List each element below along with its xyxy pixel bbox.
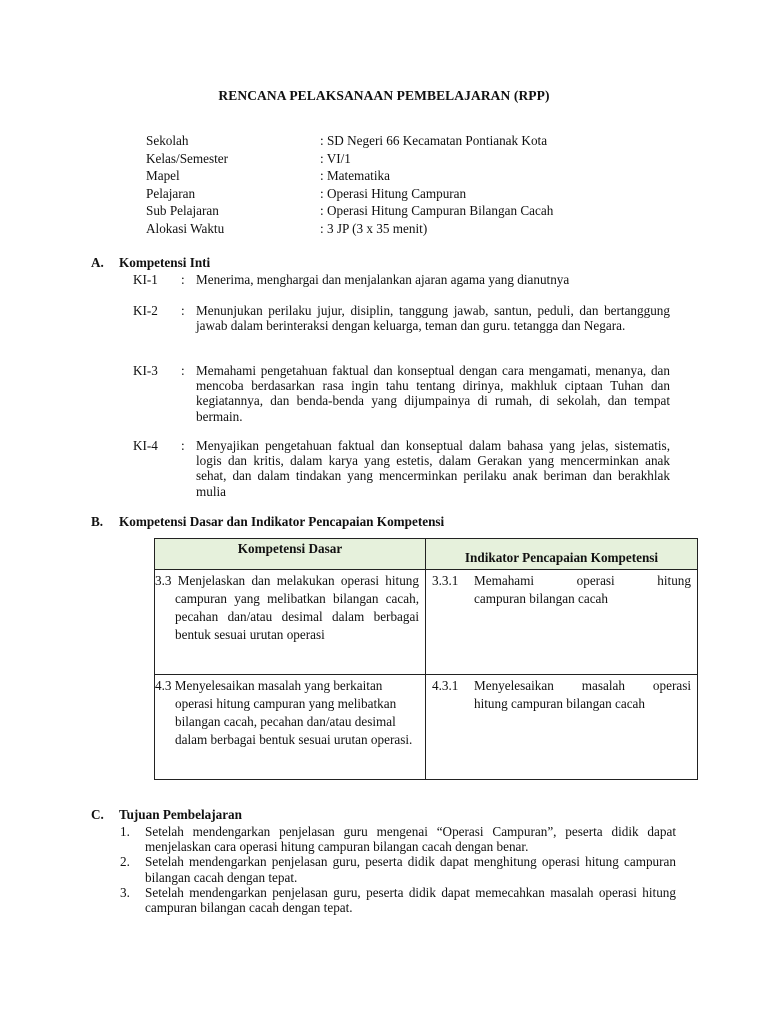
goal-number: 1.	[120, 824, 130, 839]
table-row	[155, 570, 698, 675]
identity-row-lesson	[146, 185, 553, 203]
indicator	[426, 675, 697, 721]
table-header-row	[155, 539, 698, 570]
identity-label: Kelas/Semester	[146, 150, 229, 166]
identity-row-school	[146, 132, 553, 150]
ki-text: Memahami pengetahuan faktual dan konseptual dengan cara mengamati, menanya, dan mencoba berdasarkan rasa ingin tahu tentang dirinya, makhluk ciptaan Tuhan dan kegiatannya, dan benda-benda yang dijumpainya di rumah, di sekolah, dan tempat bermain.	[196, 363, 670, 424]
identity-label: Sekolah	[146, 133, 189, 148]
identity-value: : Operasi Hitung Campuran Bilangan Cacah	[320, 203, 554, 218]
identity-block	[146, 132, 553, 237]
indicator-text	[474, 677, 691, 713]
document-title: RENCANA PELAKSANAAN PEMBELAJARAN (RPP)	[218, 88, 550, 103]
identity-value: : Operasi Hitung Campuran	[320, 185, 467, 201]
table-header-indicator: Indikator Pencapaian Kompetensi	[426, 539, 698, 570]
ki-item	[133, 303, 670, 333]
ki-colon: :	[181, 363, 185, 378]
identity-row-class	[146, 150, 553, 168]
list-item	[120, 824, 676, 854]
identity-label: Sub Pelajaran	[146, 203, 219, 218]
ki-item	[133, 272, 670, 287]
section-letter: C.	[91, 807, 104, 822]
identity-row-subject	[146, 167, 553, 185]
identity-label: Alokasi Waktu	[146, 220, 225, 236]
ki-text: Menyajikan pengetahuan faktual dan konseptual dalam bahasa yang jelas, sistematis, logis dan kritis, dalam karya yang estetis, dalam Gerakan yang mencerminkan anak sehat, dan dalam tindakan yang mencerminkan perilaku anak beriman dan berakhlak mulia	[196, 438, 670, 499]
identity-row-time	[146, 220, 553, 238]
indicator	[426, 570, 697, 616]
ki-colon: :	[181, 303, 185, 318]
identity-value: : VI/1	[320, 150, 351, 166]
identity-label: Mapel	[146, 168, 180, 183]
goal-text: Setelah mendengarkan penjelasan guru, peserta didik dapat memecahkan masalah operasi hitung campuran bilangan cacah dengan tepat.	[145, 884, 676, 916]
goals-list	[120, 824, 676, 915]
section-b-heading	[91, 514, 444, 530]
identity-label: Pelajaran	[146, 185, 196, 201]
ki-code: KI-2	[133, 303, 158, 318]
identity-row-sublesson	[146, 202, 553, 220]
section-title: Kompetensi Inti	[119, 255, 211, 270]
kd-cell	[155, 675, 426, 780]
ki-item	[133, 438, 670, 499]
indicator-text	[474, 572, 691, 608]
section-a-heading	[91, 255, 210, 271]
section-title: Tujuan Pembelajaran	[119, 807, 242, 822]
competency-table	[154, 538, 698, 780]
ki-colon: :	[181, 272, 185, 287]
kd-text: 4.3 Menyelesaikan masalah yang berkaitan operasi hitung campuran yang melibatkan bilangan cacah, pecahan dan/atau desimal dalam berbagai bentuk sesuai urutan operasi.	[155, 678, 413, 747]
indicator-cell	[426, 570, 698, 675]
indicator-number: 3.3.1	[432, 573, 459, 588]
section-letter: B.	[91, 514, 104, 529]
table-header-kd: Kompetensi Dasar	[155, 539, 426, 570]
kd-text: 3.3 Menjelaskan dan melakukan operasi hitung campuran yang melibatkan bilangan cacah, pecahan dan/atau desimal dalam berbagai bentuk sesuai urutan operasi	[155, 573, 419, 642]
indicator-line: campuran bilangan cacah	[474, 591, 608, 606]
identity-value: : 3 JP (3 x 35 menit)	[320, 220, 428, 236]
ki-item	[133, 363, 670, 424]
goal-text: Setelah mendengarkan penjelasan guru, peserta didik dapat menghitung operasi hitung campuran bilangan cacah dengan tepat.	[145, 854, 676, 885]
ki-colon: :	[181, 438, 185, 453]
goal-number: 2.	[120, 854, 130, 870]
identity-value: : Matematika	[320, 168, 390, 183]
indicator-cell	[426, 675, 698, 780]
indicator-line: Memahami operasi hitung	[474, 573, 691, 588]
goal-text: Setelah mendengarkan penjelasan guru mengenai “Operasi Campuran”, peserta didik dapat menjelaskan cara operasi hitung campuran bilangan cacah dengan benar.	[145, 824, 676, 855]
kd-cell	[155, 570, 426, 675]
ki-code: KI-4	[133, 438, 158, 453]
section-c-heading	[91, 807, 242, 823]
section-title: Kompetensi Dasar dan Indikator Pencapaian Kompetensi	[119, 514, 445, 529]
ki-text: Menunjukan perilaku jujur, disiplin, tanggung jawab, santun, peduli, dan bertanggung jawab dalam berinteraksi dengan keluarga, teman dan guru. tetangga dan Negara.	[196, 303, 670, 334]
ki-code: KI-1	[133, 272, 158, 287]
section-letter: A.	[91, 255, 104, 270]
ki-text: Menerima, menghargai dan menjalankan ajaran agama yang dianutnya	[196, 272, 570, 287]
list-item	[120, 854, 676, 884]
indicator-line: hitung campuran bilangan cacah	[474, 696, 645, 711]
identity-value: : SD Negeri 66 Kecamatan Pontianak Kota	[320, 133, 548, 148]
list-item	[120, 885, 676, 915]
indicator-number: 4.3.1	[432, 678, 459, 693]
goal-number: 3.	[120, 884, 130, 900]
ki-code: KI-3	[133, 363, 158, 378]
table-row	[155, 675, 698, 780]
indicator-line: Menyelesaikan masalah operasi	[474, 678, 691, 693]
